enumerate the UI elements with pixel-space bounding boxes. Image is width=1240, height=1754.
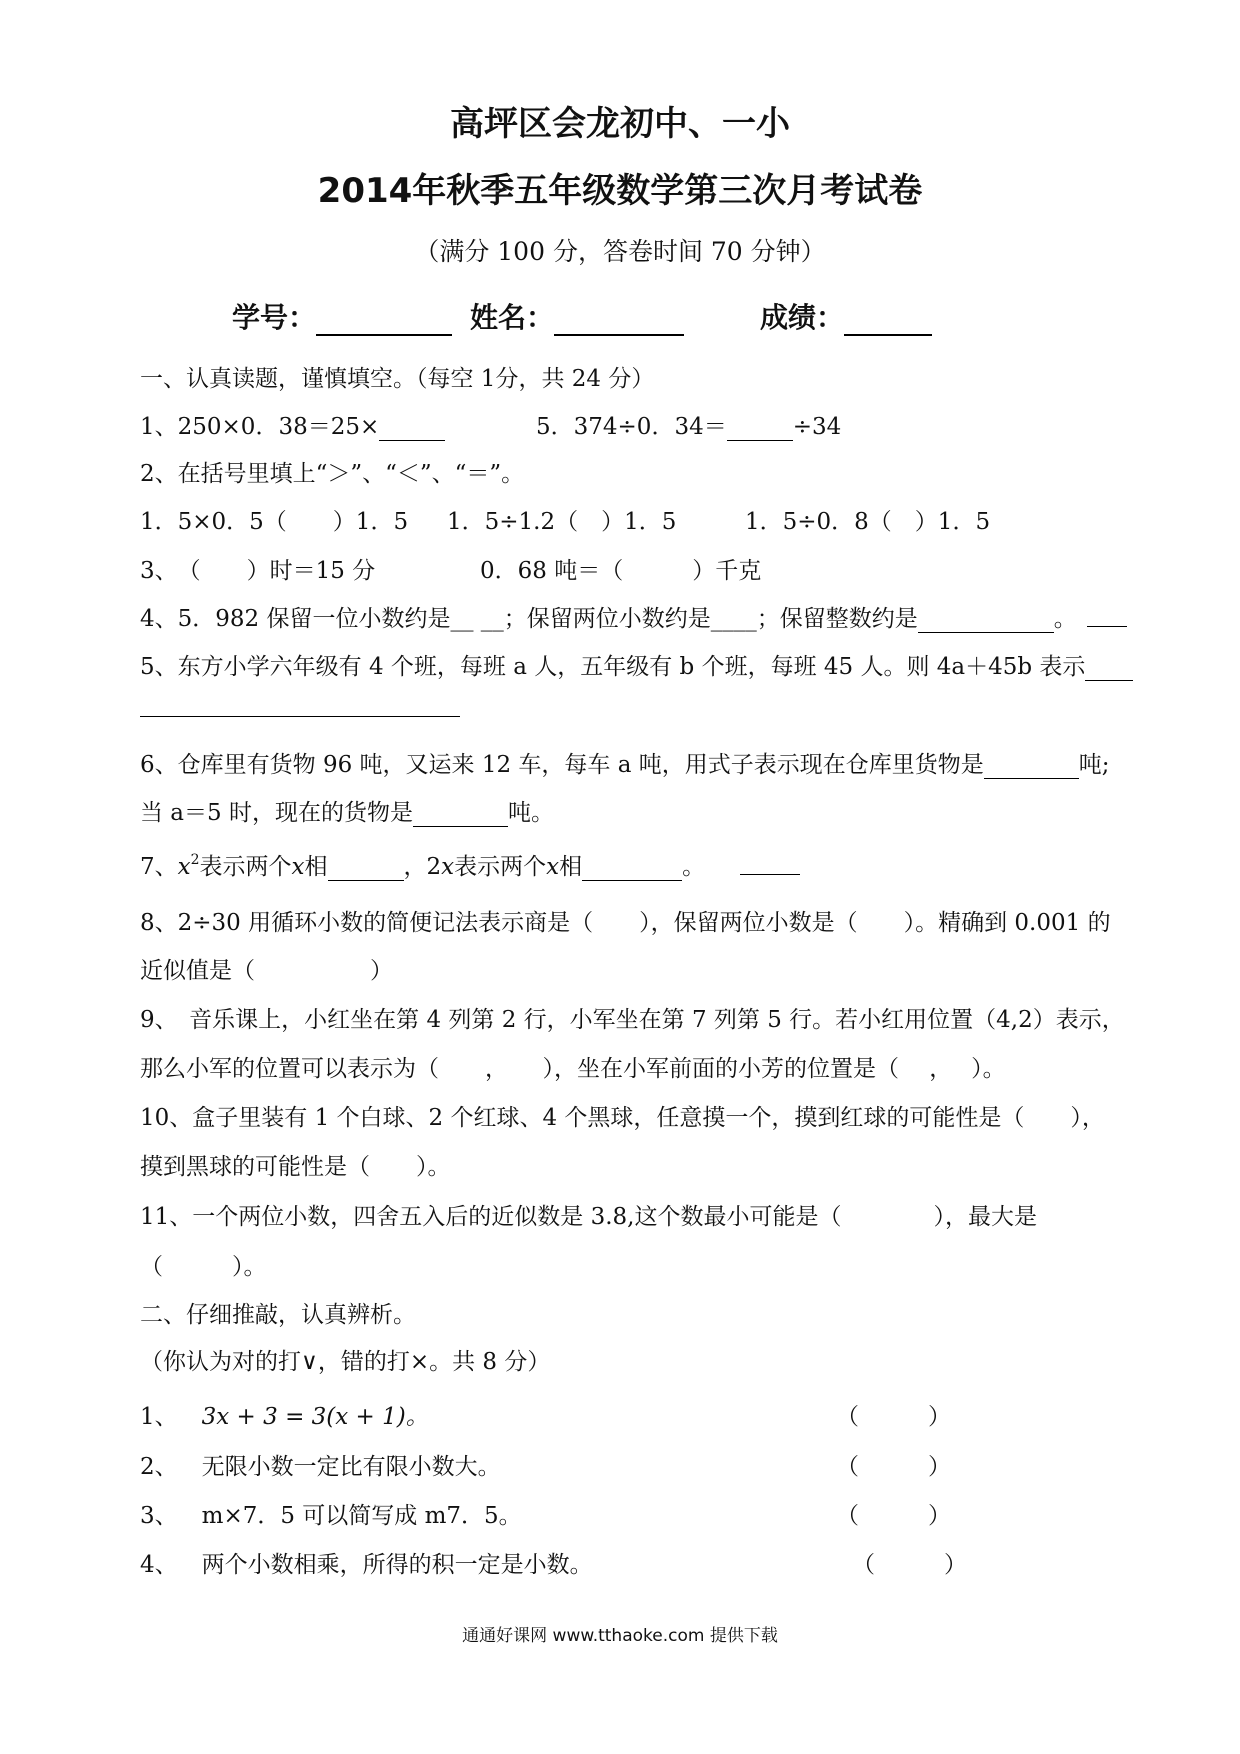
question-8b: 近似值是（ ） (140, 958, 393, 984)
question-2a: 1．5×0．5（ ）1．5 (140, 509, 409, 535)
answer-line[interactable] (140, 716, 460, 717)
footer-credit: 通通好课网 www.tthaoke.com 提供下载 (462, 1626, 778, 1646)
answer-blank[interactable] (918, 608, 1054, 633)
score-field (760, 296, 932, 336)
student-id-field (232, 296, 452, 336)
question-3b: 0．68 吨＝（ ）千克 (480, 558, 762, 584)
question-1a: 1、250×0．38＝25× (140, 408, 445, 441)
question-6a: 6、仓库里有货物 96 吨，又运来 12 车，每车 a 吨，用式子表示现在仓库里货物是 吨; (140, 752, 1110, 778)
section2-note: （你认为对的打∨，错的打×。共 8 分） (140, 1349, 551, 1375)
student-name-blank[interactable] (554, 304, 684, 336)
question-7: 7、$x^2$表示两个x相 ，2x表示两个x相 。 (140, 852, 706, 880)
student-id-label: 学号： (232, 301, 317, 334)
score-label: 成绩： (760, 301, 845, 334)
answer-blank[interactable] (984, 754, 1079, 779)
judge-item-2: 2、 无限小数一定比有限小数大。 (140, 1454, 501, 1480)
question-4: 4、5．982 保留一位小数约是__ __；保留两位小数约是____；保留整数约是 。 (140, 606, 1077, 632)
answer-blank[interactable] (328, 856, 404, 881)
answer-blank[interactable] (413, 802, 508, 827)
question-5: 5、东方小学六年级有 4 个班，每班 a 人，五年级有 b 个班，每班 45 人。则 4a＋45b 表示 (140, 648, 1133, 681)
question-1b: 5．374÷0．34＝ ÷34 (536, 414, 842, 440)
question-11a: 11、一个两位小数，四舍五入后的近似数是 3.8,这个数最小可能是（ ），最大是 (140, 1204, 1037, 1230)
question-9a: 9、 音乐课上，小红坐在第 4 列第 2 行，小军坐在第 7 列第 5 行。若小红用位置（4,2）表示， (140, 1007, 1125, 1033)
answer-parenthesis[interactable]: （ ） (852, 1552, 967, 1578)
question-2b: 1．5÷1.2（ ）1．5 (447, 509, 677, 535)
judge-item-1: 1、 3x + 3 = 3(x + 1)。 (140, 1404, 429, 1430)
exam-subtitle: （满分 100 分，答卷时间 70 分钟） (414, 237, 826, 266)
answer-parenthesis[interactable]: （ ） (836, 1503, 951, 1529)
answer-blank[interactable] (582, 856, 682, 881)
school-title: 高坪区会龙初中、一小 (450, 104, 790, 144)
student-name-field (470, 296, 684, 336)
question-2: 2、在括号里填上“＞”、“＜”、“＝”。 (140, 461, 525, 487)
question-11b: （ ）。 (140, 1254, 267, 1280)
section2-heading: 二、仔细推敲，认真辨析。 (140, 1302, 416, 1328)
underline (1087, 626, 1127, 627)
section1-heading: 一、认真读题，谨慎填空。（每空 1分，共 24 分） (140, 366, 655, 392)
answer-blank[interactable] (379, 416, 445, 441)
question-8a: 8、2÷30 用循环小数的简便记法表示商是（ ），保留两位小数是（ ）。精确到 0.001 的 (140, 910, 1111, 936)
question-10b: 摸到黑球的可能性是（ ）。 (140, 1154, 451, 1180)
answer-parenthesis[interactable]: （ ） (836, 1404, 951, 1430)
underline (740, 874, 800, 875)
answer-blank[interactable] (727, 416, 793, 441)
student-id-blank[interactable] (316, 304, 452, 336)
judge-item-4: 4、 两个小数相乘，所得的积一定是小数。 (140, 1552, 593, 1578)
student-name-label: 姓名： (470, 301, 555, 334)
exam-title: 2014年秋季五年级数学第三次月考试卷 (317, 171, 923, 211)
question-3a: 3、 （ ）时＝15 分 (140, 558, 376, 584)
judge-item-3: 3、 m×7．5 可以简写成 m7．5。 (140, 1503, 522, 1529)
answer-parenthesis[interactable]: （ ） (836, 1454, 951, 1480)
answer-blank[interactable] (1085, 656, 1133, 681)
score-blank[interactable] (844, 304, 932, 336)
question-2c: 1．5÷0．8（ ）1．5 (745, 509, 991, 535)
question-6b: 当 a＝5 时，现在的货物是 吨。 (140, 800, 554, 826)
question-10a: 10、盒子里装有 1 个白球、2 个红球、4 个黑球，任意摸一个，摸到红球的可能性是（ ）， (140, 1105, 1105, 1131)
question-9b: 那么小军的位置可以表示为（ ， ），坐在小军前面的小芳的位置是（ ， ）。 (140, 1056, 1006, 1082)
